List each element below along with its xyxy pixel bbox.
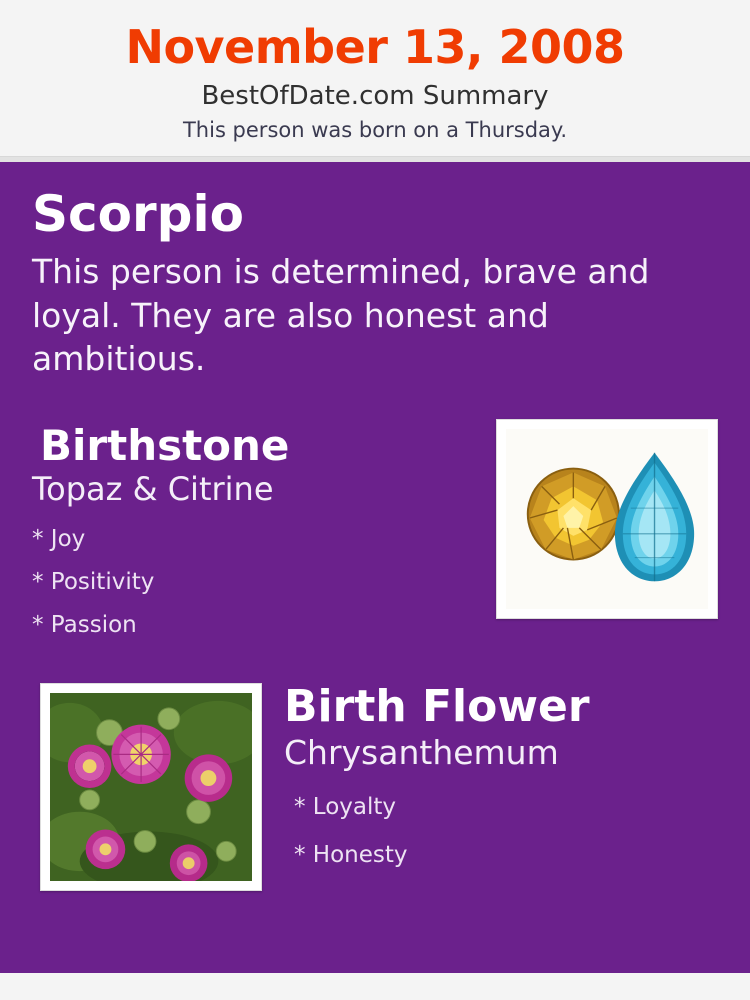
birthflower-section [32,680,718,913]
birthflower-text [284,680,718,869]
page-title: November 13, 2008 [125,20,625,74]
birthstone-section [32,420,718,653]
birthstone-trait: * Positivity [32,569,155,596]
site-summary: BestOfDate.com Summary [201,80,549,111]
birthflower-name: Chrysanthemum [284,733,559,773]
birthstone-title: Birthstone [40,420,290,470]
birthflower-trait: * Loyalty [294,794,397,821]
header [0,0,750,156]
born-day-text: This person was born on a Thursday. [182,117,568,142]
content-panel [0,162,750,973]
birthstone-trait: * Joy [32,526,86,553]
birthstone-names: Topaz & Citrine [32,470,274,509]
birthstone-text [32,420,472,639]
birthflower-photo-frame [40,683,262,891]
birthflower-title: Birth Flower [284,680,590,732]
birthflower-trait: * Honesty [294,842,408,869]
chrysanthemum-photo [50,693,252,881]
zodiac-sign-name: Scorpio [32,184,244,243]
flower-illustration [50,693,252,881]
gems-illustration [506,429,708,609]
birthstone-gems-photo [506,429,708,609]
zodiac-description: This person is determined, brave and loyal. They are also honest and ambitious. [32,252,650,379]
birthstone-photo-frame [496,419,718,619]
birthstone-trait: * Passion [32,612,137,639]
